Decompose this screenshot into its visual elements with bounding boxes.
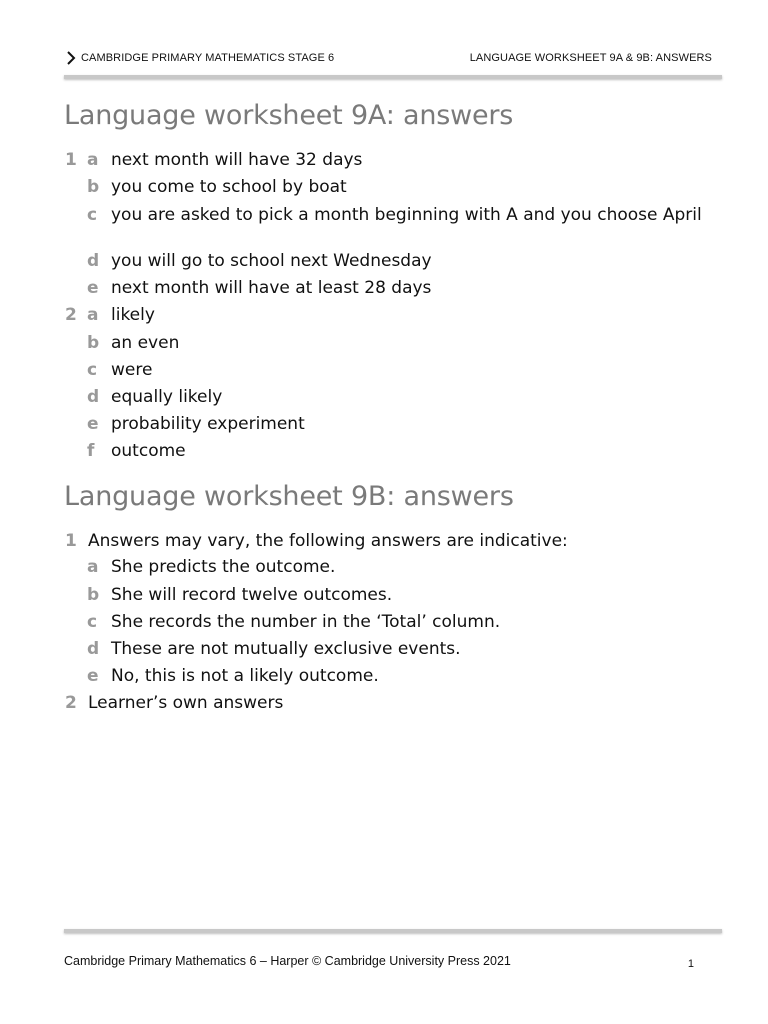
item-letter: a [87,305,99,325]
running-header [64,50,722,68]
answer-text: outcome [111,441,186,461]
item-letter: d [87,251,100,271]
footer-credit: Cambridge Primary Mathematics 6 – Harper © Cambridge University Press 2021 [64,954,511,968]
item-letter: a [87,557,99,577]
answer-text: an even [111,333,180,353]
section-9a-title: Language worksheet 9A: answers [64,100,514,131]
answer-text: likely [111,305,155,325]
footer-divider [64,929,722,933]
item-letter: e [87,666,99,686]
answer-text: She will record twelve outcomes. [111,585,393,605]
item-letter: b [87,585,100,605]
item-letter: b [87,177,100,197]
header-worksheet-title: LANGUAGE WORKSHEET 9A & 9B: ANSWERS [469,52,712,64]
item-letter: d [87,639,100,659]
answer-text: probability experiment [111,414,305,434]
item-letter: e [87,278,99,298]
item-letter: c [87,612,98,632]
item-letter: d [87,387,100,407]
question-number: 2 [65,693,77,713]
answer-text: you come to school by boat [111,177,347,197]
answer-text: These are not mutually exclusive events. [111,639,461,659]
section-9b-title: Language worksheet 9B: answers [64,481,514,512]
answer-text: you will go to school next Wednesday [111,251,432,271]
chevron-right-icon [65,51,77,65]
answer-text: next month will have at least 28 days [111,278,432,298]
answer-text: equally likely [111,387,223,407]
answer-text: you are asked to pick a month beginning with A and you choose April [111,205,702,225]
answer-text: Learner’s own answers [88,693,284,713]
question-number: 2 [65,305,77,325]
answer-text: No, this is not a likely outcome. [111,666,379,686]
answer-text: She predicts the outcome. [111,557,336,577]
question-number: 1 [65,531,77,551]
answer-text: She records the number in the ‘Total’ column. [111,612,501,632]
answer-text: next month will have 32 days [111,150,363,170]
page-footer [64,954,694,968]
item-letter: f [87,441,95,461]
header-divider [64,75,722,79]
item-letter: e [87,414,99,434]
item-letter: c [87,360,98,380]
question-number: 1 [65,150,77,170]
answer-text: were [111,360,153,380]
question-intro: Answers may vary, the following answers are indicative: [88,531,568,551]
page-number: 1 [687,958,694,970]
item-letter: c [87,205,98,225]
header-series-title: CAMBRIDGE PRIMARY MATHEMATICS STAGE 6 [81,52,335,64]
item-letter: b [87,333,100,353]
item-letter: a [87,150,99,170]
